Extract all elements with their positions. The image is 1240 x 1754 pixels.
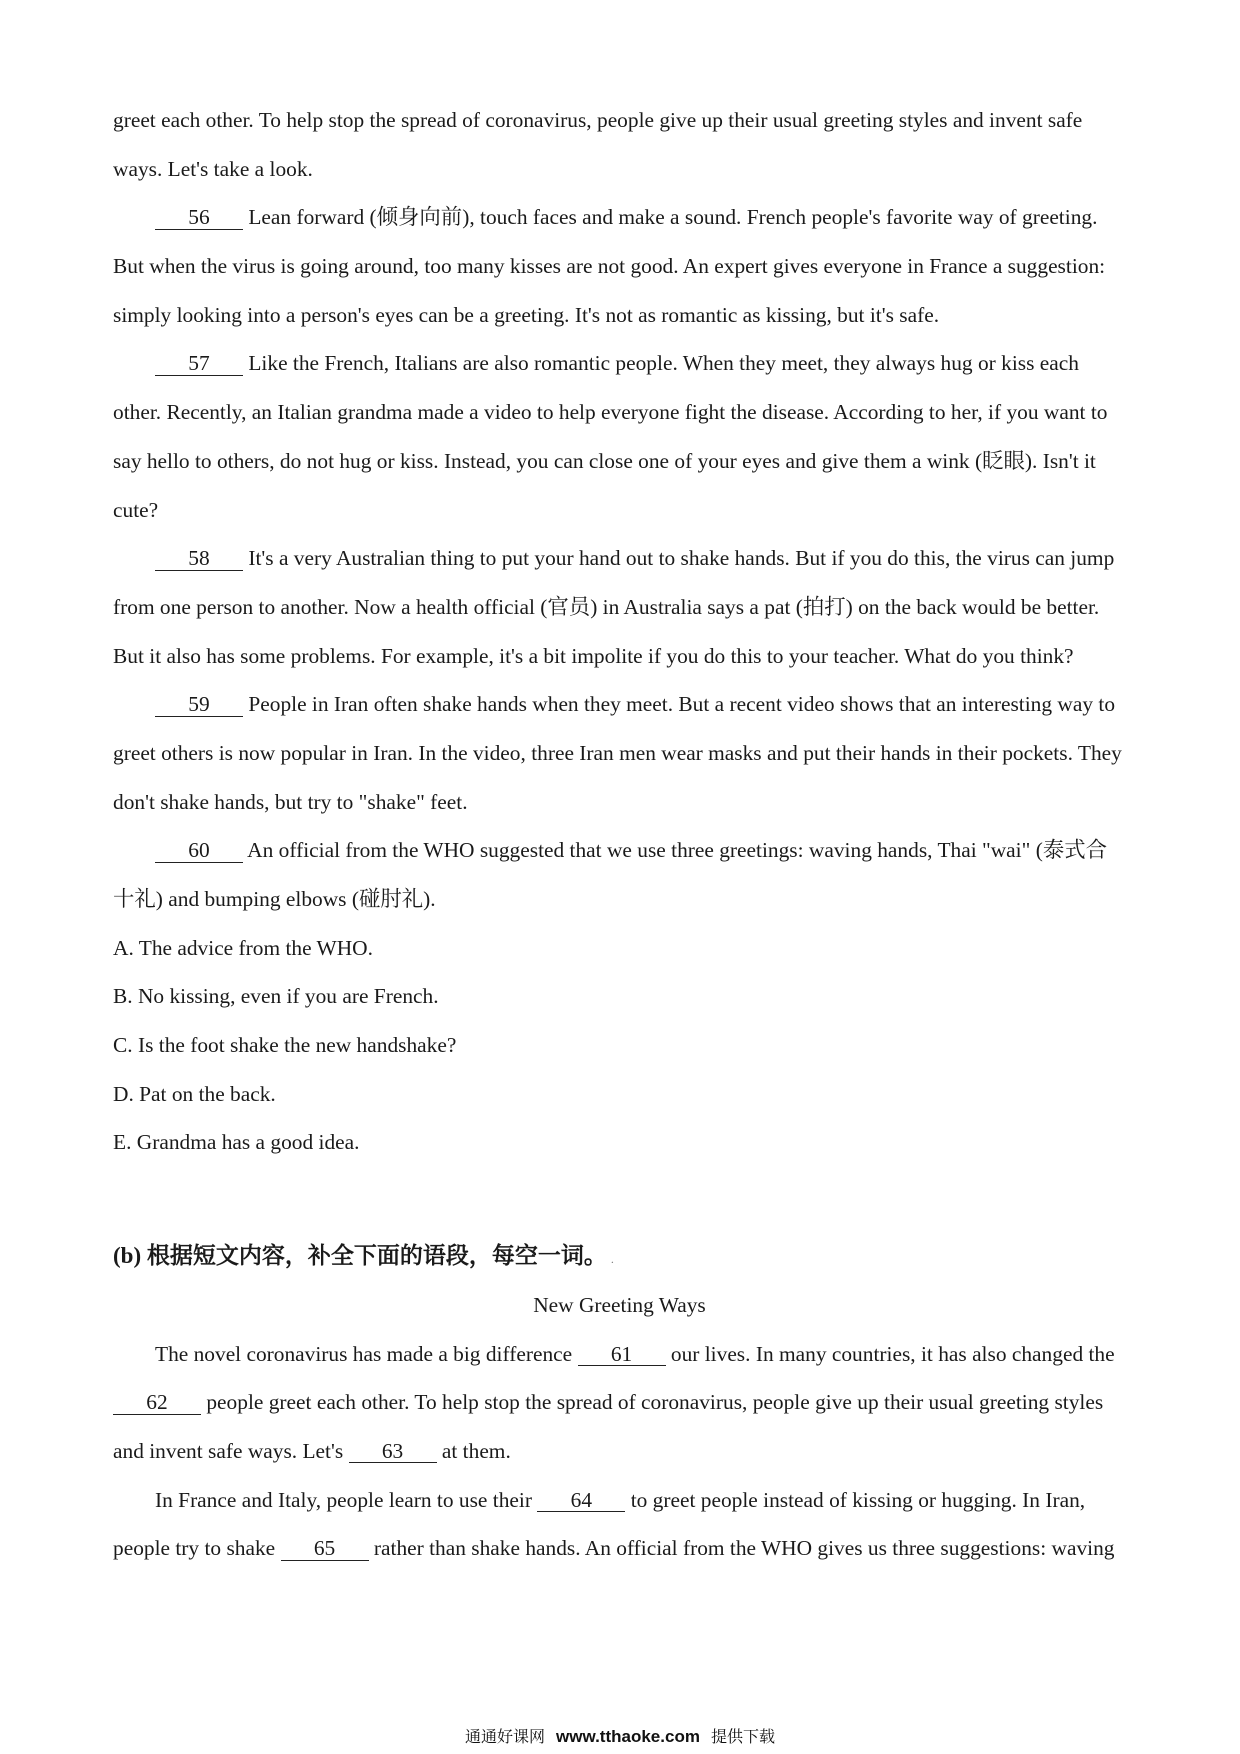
passage-line: greet others is now popular in Iran. In the video, three Iran men wear masks and put their hands in their pockets. They xyxy=(113,740,1122,765)
summary-line xyxy=(113,1378,1126,1427)
passage-line xyxy=(113,534,1126,583)
blank-63: 63 xyxy=(349,1441,437,1463)
summary-line-text: The novel coronavirus has made a big difference xyxy=(155,1341,573,1366)
passage-line: But it also has some problems. For example, it's a bit impolite if you do this to your teacher. What do you think? xyxy=(113,643,1074,668)
summary-line-text: our lives. In many countries, it has also changed the xyxy=(670,1341,1115,1366)
passage-line: other. Recently, an Italian grandma made a video to help everyone fight the disease. According to her, if you want to xyxy=(113,400,1108,425)
passage-line xyxy=(113,193,1126,242)
passage-line: from one person to another. Now a health official (官员) in Australia says a pat (拍打) on the back would be better. xyxy=(113,594,1100,619)
page-footer xyxy=(0,1724,1240,1750)
blank-65: 65 xyxy=(281,1538,369,1560)
passage-line xyxy=(113,826,1126,875)
passage-line-text: It's a very Australian thing to put your hand out to shake hands. But if you do this, the virus can jump xyxy=(248,546,1115,571)
blank-59: 59 xyxy=(155,694,243,716)
footer-suffix: 提供下载 xyxy=(711,1727,776,1746)
passage-line: say hello to others, do not hug or kiss. Instead, you can close one of your eyes and give them a wink (眨眼). Isn't it xyxy=(113,448,1096,473)
passage-line: simply looking into a person's eyes can be a greeting. It's not as romantic as kissing, but it's safe. xyxy=(113,302,940,327)
summary-line-text: people try to shake xyxy=(113,1536,276,1561)
passage-line: But when the virus is going around, too many kisses are not good. An expert gives everyone in France a suggestion: xyxy=(113,254,1106,279)
passage-line: ways. Let's take a look. xyxy=(113,156,313,181)
passage-line-text: An official from the WHO suggested that we use three greetings: waving hands, Thai "wai" (泰式合 xyxy=(247,838,1107,863)
blank-57: 57 xyxy=(155,353,243,375)
passage-line-text: People in Iran often shake hands when they meet. But a recent video shows that an interesting way to xyxy=(248,692,1116,717)
footer-url: www.tthaoke.com xyxy=(556,1727,700,1746)
blank-64: 64 xyxy=(537,1490,625,1512)
option-a: A. The advice from the WHO. xyxy=(113,935,373,960)
summary-line xyxy=(113,1476,1126,1525)
summary-line-text: people greet each other. To help stop the spread of coronavirus, people give up their usual greeting styles xyxy=(206,1390,1104,1415)
summary-line-text: In France and Italy, people learn to use their xyxy=(155,1487,532,1512)
passage-line: cute? xyxy=(113,497,159,522)
summary-line xyxy=(113,1524,1126,1573)
option-c: C. Is the foot shake the new handshake? xyxy=(113,1033,457,1058)
blank-56: 56 xyxy=(155,207,243,229)
passage-line xyxy=(113,680,1126,729)
stray-mark: . xyxy=(610,1252,614,1267)
passage-line: greet each other. To help stop the spread of coronavirus, people give up their usual greeting styles and invent safe xyxy=(113,108,1083,132)
summary-line-text: to greet people instead of kissing or hugging. In Iran, xyxy=(630,1487,1086,1512)
blank-60: 60 xyxy=(155,840,243,862)
section-heading xyxy=(113,1232,1126,1281)
summary-line-text: and invent safe ways. Let's xyxy=(113,1438,344,1463)
passage-line xyxy=(113,339,1126,388)
option-e: E. Grandma has a good idea. xyxy=(113,1130,360,1155)
blank-62: 62 xyxy=(113,1392,201,1414)
footer-site-name: 通通好课网 xyxy=(464,1727,545,1746)
summary-line xyxy=(113,1427,1126,1476)
option-b: B. No kissing, even if you are French. xyxy=(113,984,439,1009)
blank-58: 58 xyxy=(155,548,243,570)
summary-line xyxy=(113,1330,1126,1379)
passage-line-text: Lean forward (倾身向前), touch faces and make a sound. French people's favorite way of greeting. xyxy=(248,205,1098,230)
section-heading-text: (b) 根据短文内容，补全下面的语段，每空一词。 xyxy=(113,1243,607,1269)
passage-line-text: Like the French, Italians are also romantic people. When they meet, they always hug or kiss each xyxy=(248,351,1079,376)
summary-line-text: rather than shake hands. An official from the WHO gives us three suggestions: waving xyxy=(373,1536,1115,1561)
summary-title: New Greeting Ways xyxy=(533,1292,706,1317)
passage-line: don't shake hands, but try to "shake" feet. xyxy=(113,789,468,814)
option-d: D. Pat on the back. xyxy=(113,1081,276,1106)
blank-61: 61 xyxy=(578,1344,666,1366)
document-page xyxy=(113,96,1126,1573)
summary-line-text: at them. xyxy=(441,1438,511,1463)
passage-line: 十礼) and bumping elbows (碰肘礼). xyxy=(113,887,436,911)
